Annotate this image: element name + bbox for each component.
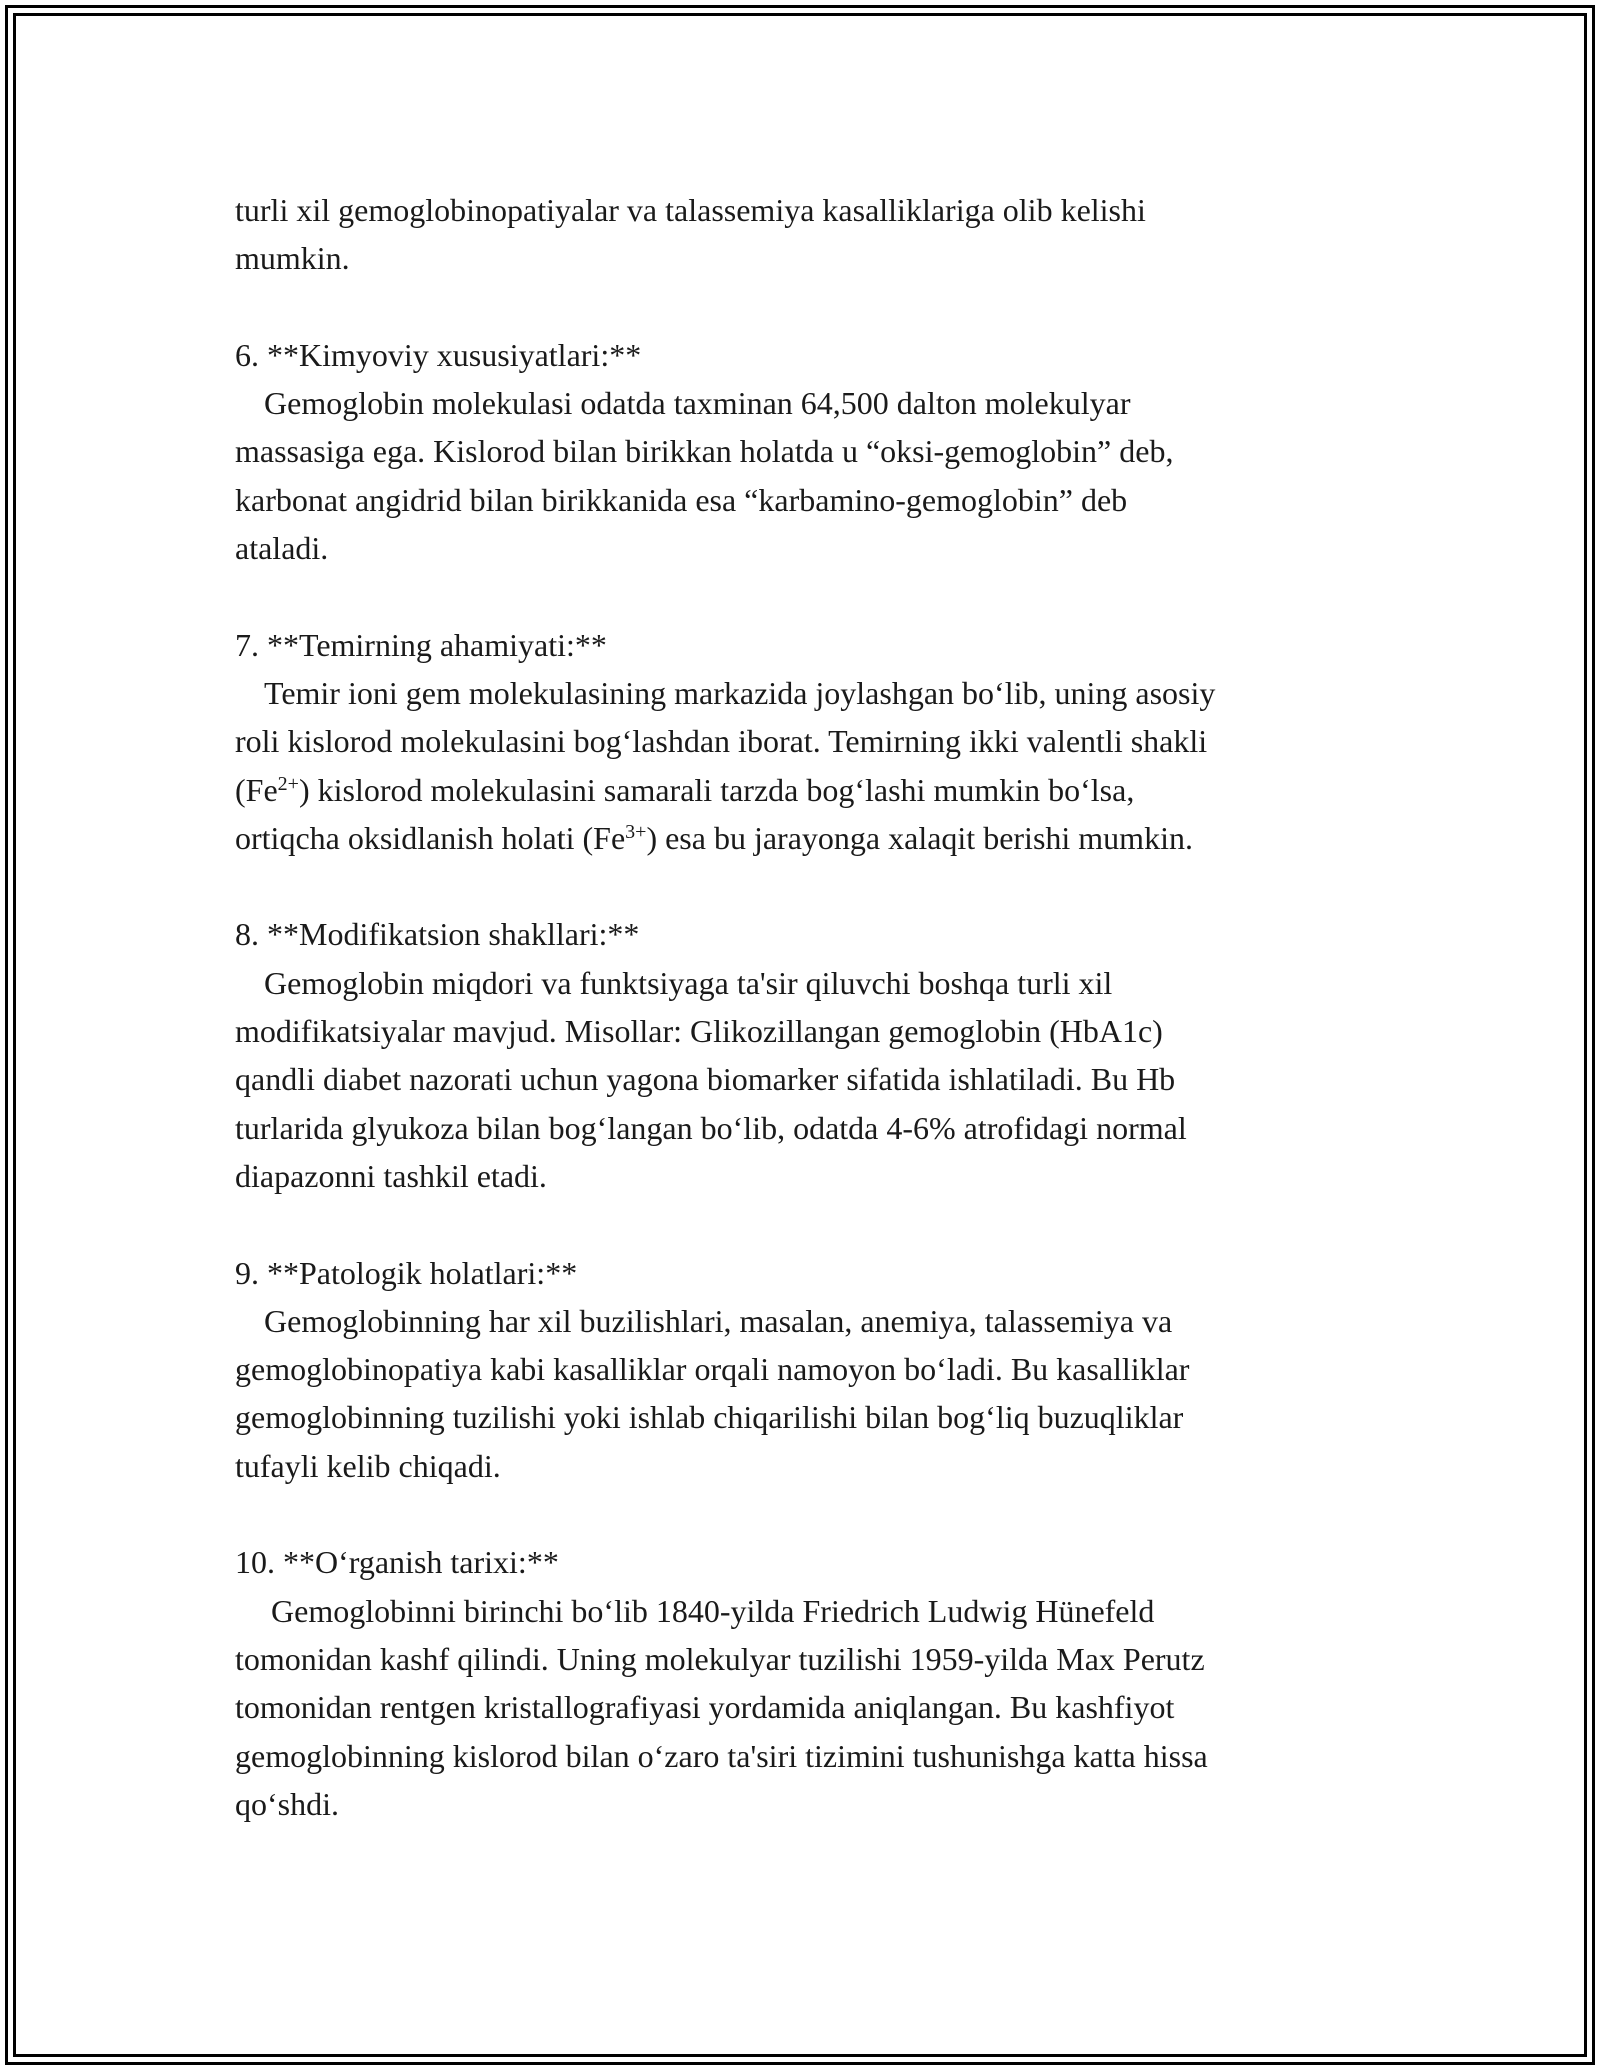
paragraph-line: turlarida glyukoza bilan bog‘langan bo‘lib, odatda 4-6% atrofidagi normal	[235, 1109, 1187, 1146]
paragraph-line: tomonidan rentgen kristallografiyasi yordamida aniqlangan. Bu kashfiyot	[235, 1689, 1175, 1726]
paragraph-spacer	[235, 862, 1380, 910]
paragraph-line: qandli diabet nazorati uchun yagona biomarker sifatida ishlatiladi. Bu Hb	[235, 1061, 1176, 1098]
paragraph-spacer	[235, 1200, 1380, 1248]
paragraph-spacer	[235, 1490, 1380, 1538]
paragraph-line: diapazonni tashkil etadi.	[235, 1157, 547, 1194]
paragraph-spacer	[235, 572, 1380, 620]
paragraph-line: gemoglobinning tuzilishi yoki ishlab chiqarilishi bilan bog‘liq buzuqliklar	[235, 1399, 1184, 1436]
paragraph-line: massasiga ega. Kislorod bilan birikkan holatda u “oksi-gemoglobin” deb,	[235, 433, 1174, 470]
paragraph-line: Gemoglobin miqdori va funktsiyaga ta'sir qiluvchi boshqa turli xil	[264, 964, 1113, 1001]
text-run: ) esa bu jarayonga xalaqit berishi mumkin.	[646, 819, 1193, 856]
paragraph-line	[235, 766, 1380, 814]
section-heading: 10. **O‘rganish tarixi:**	[235, 1544, 559, 1581]
text-run: ortiqcha oksidlanish holati (Fe	[235, 819, 626, 856]
section-heading: 6. **Kimyoviy xususiyatlari:**	[235, 336, 642, 373]
section-heading: 9. **Patologik holatlari:**	[235, 1254, 578, 1291]
paragraph-line: Gemoglobinning har xil buzilishlari, masalan, anemiya, talassemiya va	[264, 1302, 1173, 1339]
paragraph-line: tomonidan kashf qilindi. Uning molekulyar tuzilishi 1959-yilda Max Perutz	[235, 1640, 1205, 1677]
paragraph-line: karbonat angidrid bilan birikkanida esa “karbamino-gemoglobin” deb	[235, 481, 1128, 518]
paragraph-line: roli kislorod molekulasini bog‘lashdan iborat. Temirning ikki valentli shakli	[235, 723, 1208, 760]
intro-line: turli xil gemoglobinopatiyalar va talassemiya kasalliklariga olib kelishi	[235, 192, 1146, 228]
paragraph-line: qo‘shdi.	[235, 1785, 339, 1822]
superscript-charge: 2+	[277, 772, 299, 795]
paragraph-line: gemoglobinning kislorod bilan o‘zaro ta'siri tizimini tushunishga katta hissa	[235, 1737, 1208, 1774]
intro-line: mumkin.	[235, 240, 350, 277]
paragraph-line: ataladi.	[235, 530, 329, 567]
paragraph-line: tufayli kelib chiqadi.	[235, 1447, 501, 1484]
section-heading: 7. **Temirning ahamiyati:**	[235, 626, 607, 663]
section-heading: 8. **Modifikatsion shakllari:**	[235, 916, 640, 953]
paragraph-line: Gemoglobinni birinchi bo‘lib 1840-yilda Friedrich Ludwig Hünefeld	[271, 1592, 1155, 1629]
paragraph-line: modifikatsiyalar mavjud. Misollar: Glikozillangan gemoglobin (HbA1c)	[235, 1013, 1163, 1050]
text-run: ) kislorod molekulasini samarali tarzda bog‘lashi mumkin bo‘lsa,	[298, 771, 1135, 808]
paragraph-spacer	[235, 283, 1380, 331]
paragraph-line: Temir ioni gem molekulasining markazida joylashgan bo‘lib, uning asosiy	[264, 674, 1216, 711]
paragraph-line: gemoglobinopatiya kabi kasalliklar orqali namoyon bo‘ladi. Bu kasalliklar	[235, 1351, 1190, 1388]
paragraph-line	[235, 814, 1380, 862]
paragraph-line: Gemoglobin molekulasi odatda taxminan 64,500 dalton molekulyar	[264, 385, 1131, 422]
superscript-charge: 3+	[625, 820, 647, 843]
text-run: (Fe	[235, 771, 278, 808]
document-body	[235, 186, 1380, 1828]
